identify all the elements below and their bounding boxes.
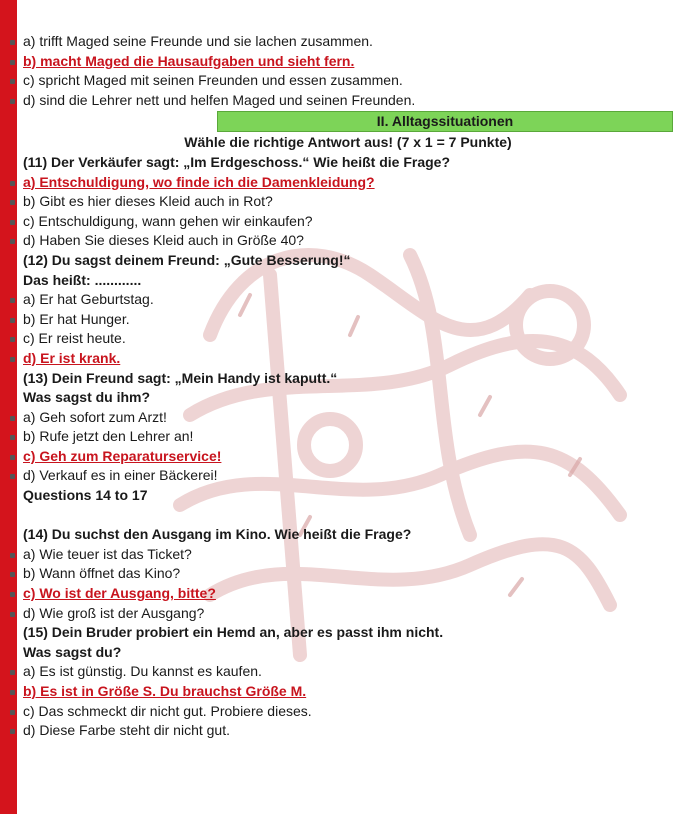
question-12: (12) Du sagst deinem Freund: „Gute Besserung!“ xyxy=(23,251,351,268)
q13-option-d: d) Verkauf es in einer Bäckerei! xyxy=(23,466,673,486)
q15-option-a: a) Es ist günstig. Du kannst es kaufen. xyxy=(23,662,673,682)
questions-heading: Questions 14 to 17 xyxy=(23,487,148,504)
option-c: c) spricht Maged mit seinen Freunden und essen zusammen. xyxy=(23,71,673,91)
section-title: II. Alltagssituationen xyxy=(217,111,673,132)
q11-option-c: c) Entschuldigung, wann gehen wir einkaufen? xyxy=(23,212,673,232)
q12-option-a: a) Er hat Geburtstag. xyxy=(23,290,673,310)
question-13: (13) Dein Freund sagt: „Mein Handy ist kaputt.“ xyxy=(23,369,338,386)
exam-content xyxy=(23,32,673,741)
q15-option-c: c) Das schmeckt dir nicht gut. Probiere dieses. xyxy=(23,702,673,722)
instruction: Wähle die richtige Antwort aus! (7 x 1 = 7 Punkte) xyxy=(184,134,512,151)
q13-option-b: b) Rufe jetzt den Lehrer an! xyxy=(23,427,673,447)
q15-option-b: b) Es ist in Größe S. Du brauchst Größe M. xyxy=(23,682,673,702)
q14-option-a: a) Wie teuer ist das Ticket? xyxy=(23,545,673,565)
option-d: d) sind die Lehrer nett und helfen Maged und seinen Freunden. xyxy=(23,91,673,111)
q12-option-b: b) Er hat Hunger. xyxy=(23,310,673,330)
q15-option-d: d) Diese Farbe steht dir nicht gut. xyxy=(23,721,673,741)
q14-option-b: b) Wann öffnet das Kino? xyxy=(23,564,673,584)
option-b-correct: b) macht Maged die Hausaufgaben und sieht fern. xyxy=(23,52,673,72)
question-13-line2: Was sagst du ihm? xyxy=(23,389,151,406)
q11-option-b: b) Gibt es hier dieses Kleid auch in Rot? xyxy=(23,192,673,212)
q11-option-a: a) Entschuldigung, wo finde ich die Damenkleidung? xyxy=(23,173,673,193)
q13-option-a: a) Geh sofort zum Arzt! xyxy=(23,408,673,428)
q12-option-c: c) Er reist heute. xyxy=(23,329,673,349)
question-11: (11) Der Verkäufer sagt: „Im Erdgeschoss.“ Wie heißt die Frage? xyxy=(23,153,451,170)
q12-option-d: d) Er ist krank. xyxy=(23,349,673,369)
q14-option-d: d) Wie groß ist der Ausgang? xyxy=(23,604,673,624)
question-15: (15) Dein Bruder probiert ein Hemd an, aber es passt ihm nicht. xyxy=(23,624,444,641)
option-a: a) trifft Maged seine Freunde und sie lachen zusammen. xyxy=(23,32,673,52)
q14-option-c: c) Wo ist der Ausgang, bitte? xyxy=(23,584,673,604)
question-14: (14) Du suchst den Ausgang im Kino. Wie heißt die Frage? xyxy=(23,526,412,543)
q13-option-c: c) Geh zum Reparaturservice! xyxy=(23,447,673,467)
q11-option-d: d) Haben Sie dieses Kleid auch in Größe 40? xyxy=(23,231,673,251)
question-12-line2: Das heißt: ............ xyxy=(23,271,142,288)
question-15-line2: Was sagst du? xyxy=(23,643,122,660)
